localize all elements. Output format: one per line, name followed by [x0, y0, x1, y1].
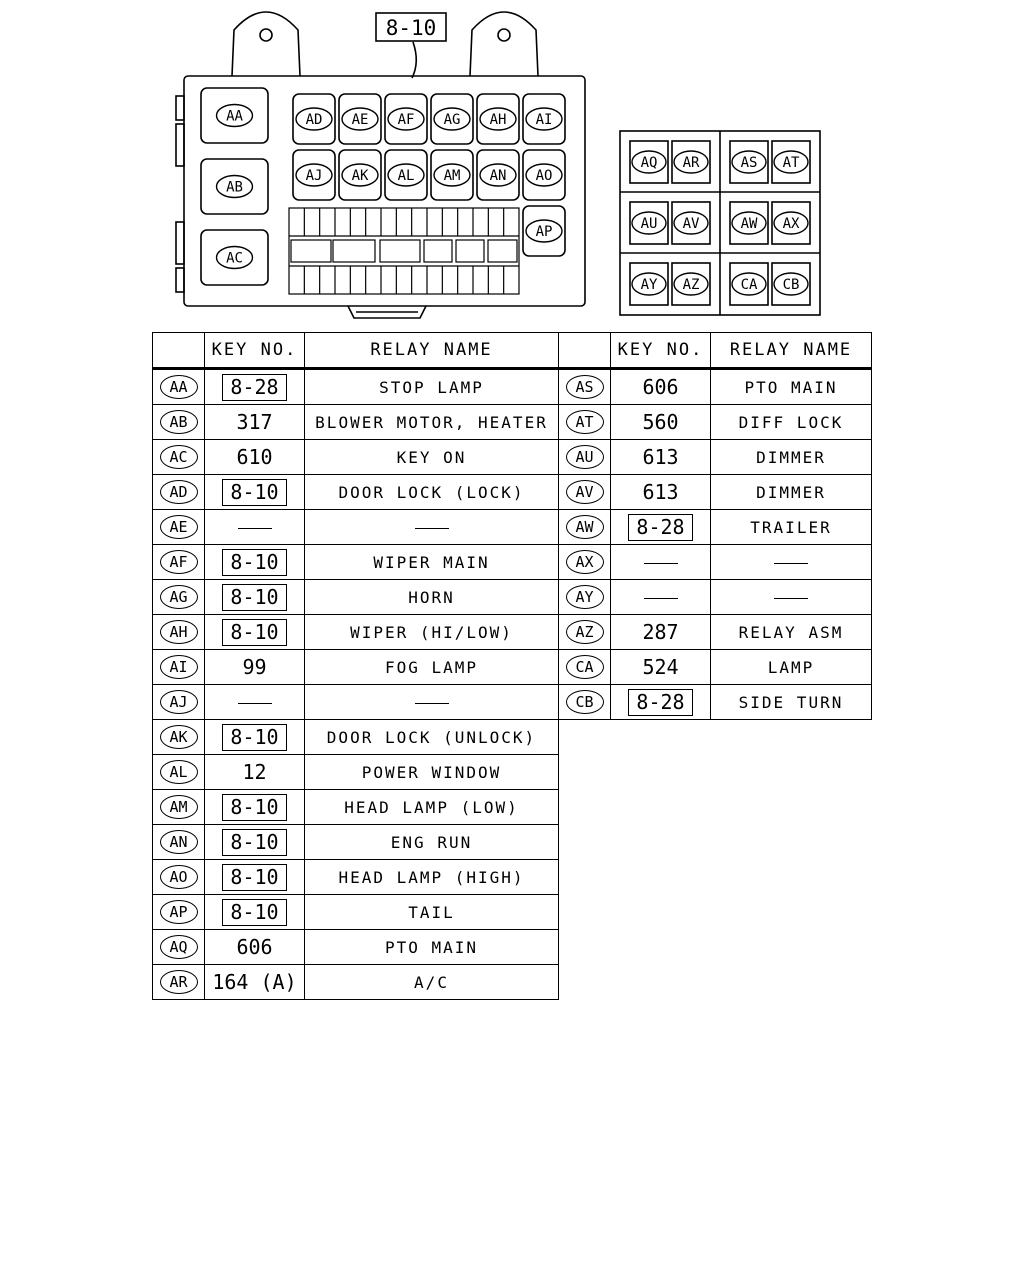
relay-code-label: AZ — [682, 277, 700, 293]
relay-code: AP — [160, 900, 198, 924]
table-row — [559, 475, 872, 510]
key-no-cell — [611, 580, 711, 615]
table-row — [153, 755, 559, 790]
relay-code-cell — [153, 650, 205, 685]
table-row — [153, 369, 559, 405]
relay-code-cell — [153, 930, 205, 965]
table-row — [153, 825, 559, 860]
relay-code: AA — [160, 375, 198, 399]
relay-code-label: AX — [782, 216, 800, 232]
relay-code: AV — [566, 480, 604, 504]
relay-code: AD — [160, 480, 198, 504]
relay-code-label: AM — [443, 168, 461, 184]
relay-code: AM — [160, 795, 198, 819]
key-no: 317 — [236, 410, 273, 434]
relay-code-cell — [153, 755, 205, 790]
key-no: 287 — [642, 620, 679, 644]
relay-name-cell — [305, 965, 559, 1000]
relay-name-header: RELAY NAME — [305, 333, 559, 369]
relay-code-cell — [153, 860, 205, 895]
relay-name-cell — [711, 685, 872, 720]
relay-code-cell — [559, 615, 611, 650]
table-row — [153, 405, 559, 440]
relay-code-label: AR — [682, 155, 700, 171]
relay-code-cell — [153, 545, 205, 580]
table-row — [153, 440, 559, 475]
fuse-block-grid — [289, 208, 519, 294]
relay-name-cell — [305, 685, 559, 720]
relay-name: HEAD LAMP (LOW) — [344, 797, 519, 817]
relay-name-header: RELAY NAME — [711, 333, 872, 369]
relay-name: RELAY ASM — [738, 622, 844, 642]
relay-code: AJ — [160, 690, 198, 714]
relay-name-dash — [415, 703, 449, 704]
table-row — [153, 895, 559, 930]
key-no-boxed-ref: 8-10 — [222, 864, 286, 891]
relay-table-left — [152, 332, 559, 1000]
key-no-dash — [644, 598, 678, 599]
relay-code-cell — [153, 825, 205, 860]
key-no-cell — [205, 860, 305, 895]
table-row — [153, 965, 559, 1000]
relay-code-label: AD — [305, 112, 323, 128]
relay-table-right — [558, 332, 872, 720]
relay-code-cell — [153, 790, 205, 825]
callout-label: 8-10 — [385, 16, 437, 40]
relay-code-label: AG — [443, 112, 461, 128]
key-no-boxed-ref: 8-28 — [222, 374, 286, 401]
relay-code-label: AA — [226, 108, 243, 125]
relay-code-label: AW — [740, 216, 758, 232]
relay-name-cell — [305, 790, 559, 825]
table-row — [153, 685, 559, 720]
relay-name-cell — [305, 895, 559, 930]
relay-code-label: AI — [535, 112, 553, 128]
key-no-dash — [644, 563, 678, 564]
key-no-cell — [611, 510, 711, 545]
key-no-boxed-ref: 8-10 — [222, 794, 286, 821]
relay-name-cell — [711, 545, 872, 580]
key-no-cell — [205, 930, 305, 965]
key-no-cell — [205, 965, 305, 1000]
relay-name-cell — [711, 615, 872, 650]
relay-name: FOG LAMP — [384, 657, 479, 677]
relay-code: AN — [160, 830, 198, 854]
table-row — [153, 475, 559, 510]
relay-name-cell — [305, 615, 559, 650]
relay-name-cell — [305, 755, 559, 790]
table-row — [559, 615, 872, 650]
relay-name: DOOR LOCK (UNLOCK) — [326, 727, 537, 747]
table-row — [153, 650, 559, 685]
table-row — [153, 720, 559, 755]
relay-name-cell — [711, 580, 872, 615]
relay-code-label: AU — [640, 216, 658, 232]
table-header-row — [153, 333, 559, 369]
key-no-cell — [611, 475, 711, 510]
table-row — [153, 510, 559, 545]
table-row — [153, 860, 559, 895]
relay-name-cell — [305, 930, 559, 965]
relay-name: KEY ON — [396, 447, 467, 467]
relay-code: AW — [566, 515, 604, 539]
table-row — [559, 545, 872, 580]
relay-code-cell — [153, 405, 205, 440]
key-no: 613 — [642, 480, 679, 504]
relay-name: STOP LAMP — [379, 377, 484, 397]
relay-code: AL — [160, 760, 198, 784]
relay-code-label: CA — [740, 277, 758, 293]
table-row — [153, 790, 559, 825]
relay-code-label: AP — [535, 224, 553, 240]
relay-code-label: AC — [226, 250, 243, 267]
key-no-boxed-ref: 8-10 — [222, 724, 286, 751]
relay-name: BLOWER MOTOR, HEATER — [315, 412, 548, 432]
relay-code: AE — [160, 515, 198, 539]
relay-code-cell — [153, 615, 205, 650]
key-no-boxed-ref: 8-10 — [222, 584, 286, 611]
table-row — [559, 685, 872, 720]
relay-name: ENG RUN — [390, 832, 473, 852]
relay-code: AS — [566, 375, 604, 399]
relay-name: PTO MAIN — [384, 937, 479, 957]
relay-code-cell — [559, 650, 611, 685]
relay-name: POWER WINDOW — [361, 762, 502, 782]
table-row — [559, 510, 872, 545]
relay-code-cell — [559, 475, 611, 510]
relay-code: AG — [160, 585, 198, 609]
relay-code-label: AE — [351, 112, 369, 128]
relay-code-label: AH — [489, 112, 507, 128]
table-row — [153, 580, 559, 615]
relay-code: AZ — [566, 620, 604, 644]
key-no-cell — [611, 615, 711, 650]
relay-name-cell — [305, 720, 559, 755]
relay-name-cell — [305, 650, 559, 685]
relay-code-cell — [559, 369, 611, 405]
key-no-cell — [205, 615, 305, 650]
key-no-cell — [611, 685, 711, 720]
key-no: 610 — [236, 445, 273, 469]
relay-name-cell — [305, 369, 559, 405]
code-header — [559, 333, 611, 369]
relay-code: AU — [566, 445, 604, 469]
relay-code: AI — [160, 655, 198, 679]
relay-name: A/C — [414, 972, 449, 992]
key-no-cell — [611, 369, 711, 405]
table-row — [153, 545, 559, 580]
relay-name-cell — [305, 440, 559, 475]
relay-name: TAIL — [408, 902, 455, 922]
relay-name: HORN — [408, 587, 455, 607]
key-no-cell — [205, 369, 305, 405]
key-no-cell — [205, 825, 305, 860]
relay-code-cell — [559, 405, 611, 440]
relay-code-cell — [153, 580, 205, 615]
relay-code: AX — [566, 550, 604, 574]
key-no-cell — [205, 650, 305, 685]
key-no-header: KEY NO. — [205, 333, 305, 369]
relay-name-cell — [711, 369, 872, 405]
relay-code-label: AN — [489, 168, 507, 184]
table-row — [153, 615, 559, 650]
relay-code: AT — [566, 410, 604, 434]
relay-code-cell — [559, 545, 611, 580]
relay-code-label: AT — [782, 155, 800, 171]
relay-name-cell — [305, 510, 559, 545]
relay-name-cell — [711, 405, 872, 440]
relay-name-cell — [305, 580, 559, 615]
key-no-cell — [205, 580, 305, 615]
relay-name-cell — [305, 545, 559, 580]
key-no: 524 — [642, 655, 679, 679]
relay-code: AF — [160, 550, 198, 574]
relay-name-dash — [415, 528, 449, 529]
key-no-cell — [205, 405, 305, 440]
key-no-dash — [238, 528, 272, 529]
relay-code-label: AL — [397, 168, 415, 184]
key-no-dash — [238, 703, 272, 704]
relay-name: DIMMER — [756, 482, 826, 502]
relay-name-cell — [305, 860, 559, 895]
table-row — [559, 650, 872, 685]
key-no: 99 — [242, 655, 267, 679]
relay-name-cell — [305, 825, 559, 860]
key-no-cell — [205, 755, 305, 790]
table-row — [559, 405, 872, 440]
relay-code-label: CB — [782, 277, 800, 293]
relay-name: HEAD LAMP (HIGH) — [338, 867, 525, 887]
relay-code-cell — [153, 685, 205, 720]
relay-code-cell — [559, 580, 611, 615]
key-no-boxed-ref: 8-10 — [222, 619, 286, 646]
relay-code: AB — [160, 410, 198, 434]
key-no: 12 — [242, 760, 267, 784]
relay-code: AO — [160, 865, 198, 889]
relay-code-cell — [153, 510, 205, 545]
relay-name: TRAILER — [750, 517, 832, 537]
relay-code-cell — [559, 510, 611, 545]
relay-name-dash — [774, 563, 808, 564]
key-no-cell — [205, 475, 305, 510]
relay-code-label: AV — [682, 216, 700, 232]
relay-name: WIPER (HI/LOW) — [350, 622, 513, 642]
relay-name: DOOR LOCK (LOCK) — [338, 482, 525, 502]
key-no-boxed-ref: 8-28 — [628, 689, 692, 716]
code-header — [153, 333, 205, 369]
relay-code-cell — [153, 475, 205, 510]
relay-code-cell — [153, 369, 205, 405]
key-no-cell — [611, 545, 711, 580]
relay-code-cell — [153, 720, 205, 755]
key-no-cell — [611, 440, 711, 475]
relay-name-cell — [305, 405, 559, 440]
table-row — [559, 369, 872, 405]
table-row — [559, 440, 872, 475]
relay-name-cell — [711, 510, 872, 545]
relay-code-cell — [559, 685, 611, 720]
key-no-boxed-ref: 8-10 — [222, 899, 286, 926]
key-no: 560 — [642, 410, 679, 434]
relay-name-cell — [711, 475, 872, 510]
key-no-cell — [611, 405, 711, 440]
relay-code-label: AQ — [640, 155, 658, 171]
key-no-cell — [205, 790, 305, 825]
relay-code-label: AJ — [305, 168, 323, 184]
relay-name: DIFF LOCK — [738, 412, 844, 432]
key-no-cell — [205, 545, 305, 580]
key-no: 606 — [642, 375, 679, 399]
relay-box-diagram — [0, 0, 1024, 330]
relay-code-label: AY — [640, 277, 658, 293]
key-no-boxed-ref: 8-28 — [628, 514, 692, 541]
relay-code: AH — [160, 620, 198, 644]
table-row — [153, 930, 559, 965]
relay-code-label: AF — [397, 112, 415, 128]
relay-code-cell — [153, 895, 205, 930]
table-row — [559, 580, 872, 615]
relay-code-label: AB — [226, 179, 243, 196]
key-no-cell — [205, 720, 305, 755]
key-no: 164 (A) — [212, 970, 297, 994]
key-no-header: KEY NO. — [611, 333, 711, 369]
key-no-boxed-ref: 8-10 — [222, 479, 286, 506]
relay-code: AY — [566, 585, 604, 609]
relay-code-label: AK — [351, 168, 369, 184]
relay-code-cell — [153, 440, 205, 475]
key-no-cell — [205, 895, 305, 930]
relay-name: PTO MAIN — [744, 377, 838, 397]
table-header-row — [559, 333, 872, 369]
relay-code: AQ — [160, 935, 198, 959]
key-no-cell — [611, 650, 711, 685]
relay-code-label: AO — [535, 168, 553, 184]
relay-name-cell — [711, 650, 872, 685]
relay-name-dash — [774, 598, 808, 599]
key-no-cell — [205, 510, 305, 545]
key-no-cell — [205, 440, 305, 475]
relay-code: CB — [566, 690, 604, 714]
key-no-boxed-ref: 8-10 — [222, 549, 286, 576]
relay-code: CA — [566, 655, 604, 679]
relay-name: LAMP — [767, 657, 815, 677]
key-no: 606 — [236, 935, 273, 959]
key-no-cell — [205, 685, 305, 720]
relay-name-cell — [305, 475, 559, 510]
relay-code: AK — [160, 725, 198, 749]
relay-code-cell — [153, 965, 205, 1000]
relay-code: AR — [160, 970, 198, 994]
relay-name: SIDE TURN — [738, 692, 844, 712]
relay-name-cell — [711, 440, 872, 475]
key-no: 613 — [642, 445, 679, 469]
relay-code-cell — [559, 440, 611, 475]
relay-name: DIMMER — [756, 447, 826, 467]
relay-code-label: AS — [740, 155, 758, 171]
key-no-boxed-ref: 8-10 — [222, 829, 286, 856]
relay-code: AC — [160, 445, 198, 469]
relay-name: WIPER MAIN — [373, 552, 490, 572]
